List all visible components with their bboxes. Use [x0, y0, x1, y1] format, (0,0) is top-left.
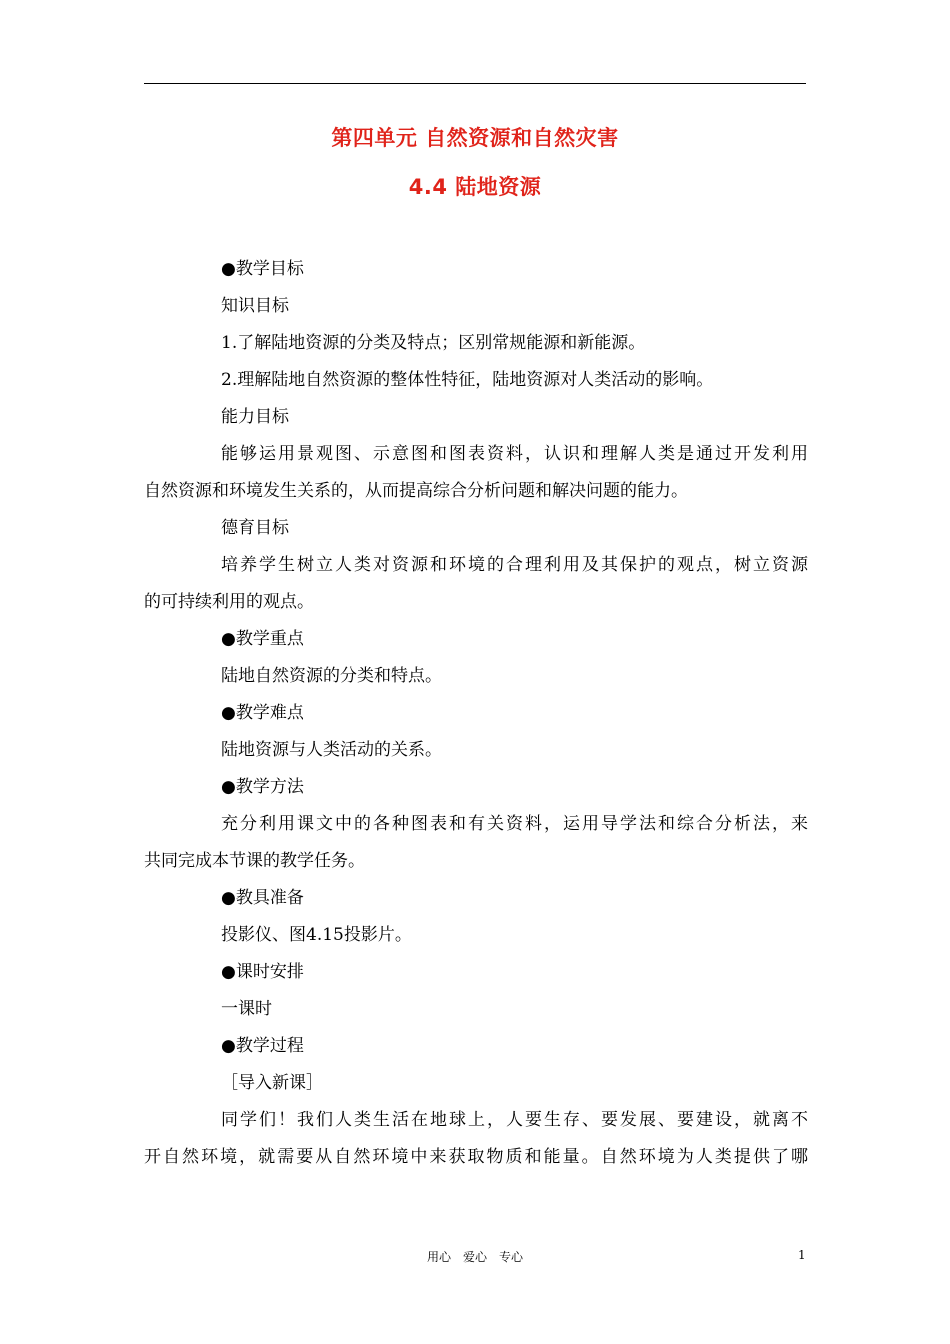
text-line: 充分利用课文中的各种图表和有关资料，运用导学法和综合分析法，来 — [221, 814, 808, 834]
section-title: 4.4 陆地资源 — [408, 175, 542, 199]
text-line: ●教学过程 — [221, 1036, 304, 1056]
text-line: 德育目标 — [221, 518, 289, 538]
text-line: 一课时 — [221, 999, 272, 1019]
text-line: 能力目标 — [221, 407, 289, 427]
text-line: 共同完成本节课的教学任务。 — [144, 851, 365, 871]
text-line: 知识目标 — [221, 296, 289, 316]
text-line: 能够运用景观图、示意图和图表资料，认识和理解人类是通过开发利用 — [221, 444, 808, 464]
text-line: 2.理解陆地自然资源的整体性特征，陆地资源对人类活动的影响。 — [221, 370, 714, 390]
document-body — [144, 251, 808, 1176]
text-line: ●教学难点 — [221, 703, 304, 723]
page-number: 1 — [798, 1248, 806, 1262]
text-line: 陆地资源与人类活动的关系。 — [221, 740, 442, 760]
text-line: ●教学目标 — [221, 259, 304, 279]
text-line: 陆地自然资源的分类和特点。 — [221, 666, 442, 686]
header-rule — [144, 83, 806, 84]
footer-motto: 用心 爱心 专心 — [426, 1250, 523, 1264]
text-line: 的可持续利用的观点。 — [144, 592, 314, 612]
text-line: 开自然环境，就需要从自然环境中来获取物质和能量。自然环境为人类提供了哪 — [144, 1147, 808, 1167]
text-line: 培养学生树立人类对资源和环境的合理利用及其保护的观点，树立资源 — [221, 555, 808, 575]
text-line: 同学们！我们人类生活在地球上，人要生存、要发展、要建设，就离不 — [221, 1110, 808, 1130]
unit-title: 第四单元 自然资源和自然灾害 — [331, 126, 619, 150]
text-line: ●教具准备 — [221, 888, 304, 908]
page-footer — [0, 1248, 950, 1268]
text-line: 1.了解陆地资源的分类及特点；区别常规能源和新能源。 — [221, 333, 646, 353]
text-line: 投影仪、图4.15投影片。 — [221, 925, 412, 945]
text-line: ●教学重点 — [221, 629, 304, 649]
text-line: ［导入新课］ — [221, 1073, 323, 1093]
text-line: ●教学方法 — [221, 777, 304, 797]
text-line: 自然资源和环境发生关系的，从而提高综合分析问题和解决问题的能力。 — [144, 481, 688, 501]
text-line: ●课时安排 — [221, 962, 304, 982]
